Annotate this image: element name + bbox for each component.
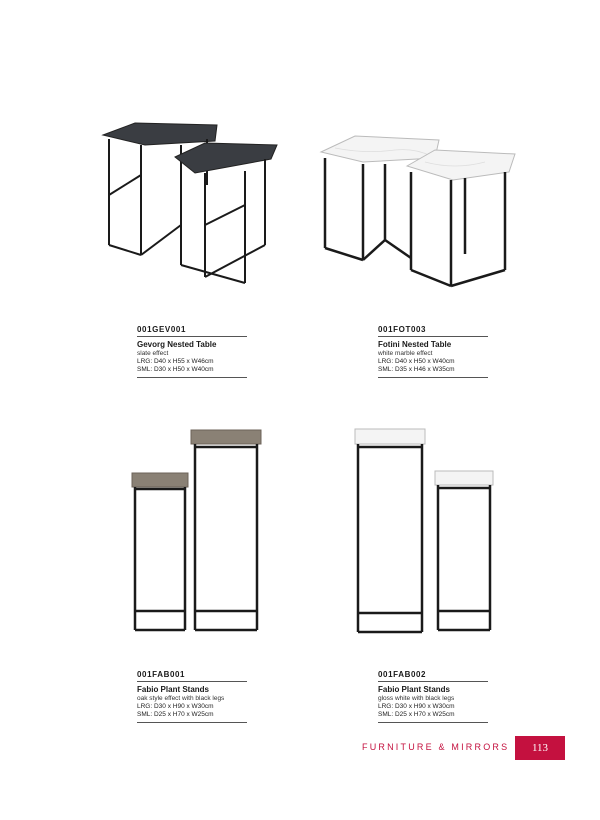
product-code: 001FAB002 xyxy=(378,670,488,682)
product-info-gevorg xyxy=(137,325,247,378)
product-finish: oak style effect with black legs xyxy=(137,695,225,702)
product-code: 001FAB001 xyxy=(137,670,247,682)
product-dim-large: LRG: D30 x H90 x W30cm xyxy=(137,703,214,710)
product-dim-large: LRG: D40 x H50 x W40cm xyxy=(378,358,455,365)
product-name: Gevorg Nested Table xyxy=(137,340,217,349)
product-image-gevorg xyxy=(95,115,285,300)
product-code: 001GEV001 xyxy=(137,325,247,337)
product-name: Fabio Plant Stands xyxy=(137,685,210,694)
product-dim-small: SML: D35 x H46 x W35cm xyxy=(378,366,488,378)
product-image-fabio-oak xyxy=(125,425,270,645)
product-dim-small: SML: D30 x H50 x W40cm xyxy=(137,366,247,378)
product-dim-large: LRG: D40 x H55 x W46cm xyxy=(137,358,214,365)
product-info-fabio-oak xyxy=(137,670,247,723)
product-image-fotini xyxy=(315,130,520,300)
product-image-fabio-white xyxy=(350,425,500,645)
page-number: 113 xyxy=(515,736,565,760)
product-info-fotini xyxy=(378,325,488,378)
product-finish: slate effect xyxy=(137,350,169,357)
product-dim-small: SML: D25 x H70 x W25cm xyxy=(137,711,247,723)
product-finish: white marble effect xyxy=(378,350,433,357)
product-name: Fabio Plant Stands xyxy=(378,685,451,694)
product-dim-large: LRG: D30 x H90 x W30cm xyxy=(378,703,455,710)
product-code: 001FOT003 xyxy=(378,325,488,337)
product-dim-small: SML: D25 x H70 x W25cm xyxy=(378,711,488,723)
product-name: Fotini Nested Table xyxy=(378,340,452,349)
product-info-fabio-white xyxy=(378,670,488,723)
product-finish: gloss white with black legs xyxy=(378,695,455,702)
section-title: FURNITURE & MIRRORS xyxy=(362,742,510,752)
